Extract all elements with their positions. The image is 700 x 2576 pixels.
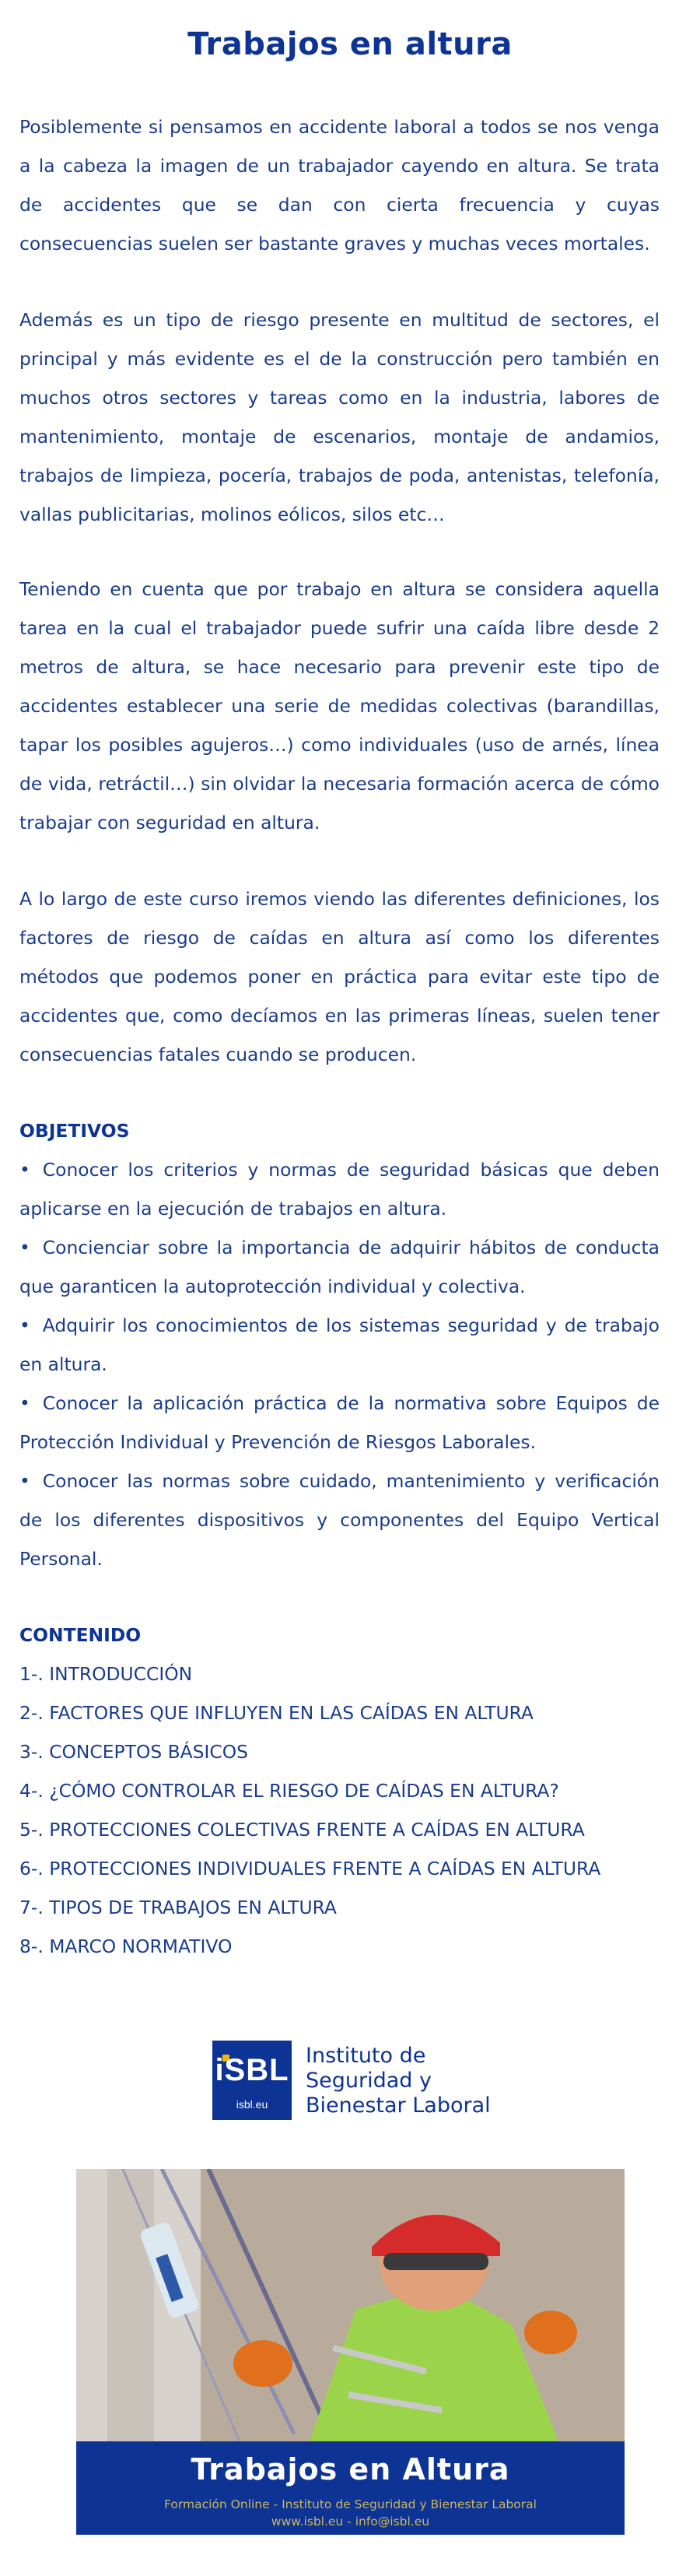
objectives-heading: OBJETIVOS	[19, 1120, 130, 1142]
contents-item: 1-. INTRODUCCIÓN	[19, 1663, 193, 1685]
worker-illustration	[76, 2169, 625, 2441]
contents-item: 6-. PROTECCIONES INDIVIDUALES FRENTE A CAÍDAS EN ALTURA	[19, 1858, 601, 1879]
objective-item: • Conocer la aplicación práctica de la normativa sobre Equipos de Protección Individual y Prevención de Riesgos Laborales.	[19, 1392, 660, 1453]
course-banner	[76, 2169, 625, 2535]
contents-item: 3-. CONCEPTOS BÁSICOS	[19, 1741, 249, 1763]
contents-item: 2-. FACTORES QUE INFLUYEN EN LAS CAÍDAS EN ALTURA	[19, 1702, 534, 1724]
logo-url: isbl.eu	[236, 2098, 268, 2111]
intro-paragraph-3: Teniendo en cuenta que por trabajo en altura se considera aquella tarea en la cual el trabajador puede sufrir una caída libre desde 2 metros de altura, se hace necesario para prevenir este tipo de accidentes establecer una serie de medidas colectivas (barandillas, tapar los posibles agujeros…) como individuales (uso de arnés, línea de vida, retráctil…) sin olvidar la necesaria formación acerca de cómo trabajar con seguridad en altura.	[19, 578, 660, 834]
objective-item: • Conocer las normas sobre cuidado, mantenimiento y verificación de los diferentes dispositivos y componentes del Equipo Vertical Personal.	[19, 1470, 660, 1570]
objective-item: • Concienciar sobre la importancia de adquirir hábitos de conducta que garanticen la autoprotección individual y colectiva.	[19, 1237, 660, 1297]
bullet-icon: •	[19, 1159, 30, 1181]
bullet-icon: •	[19, 1314, 30, 1336]
objectives-list	[19, 1150, 660, 1578]
contents-item: 8-. MARCO NORMATIVO	[19, 1936, 233, 1957]
bullet-icon: •	[19, 1237, 30, 1258]
logo-institution-name: Instituto de Seguridad y Bienestar Laboral	[306, 2044, 491, 2118]
contents-item: 5-. PROTECCIONES COLECTIVAS FRENTE A CAÍDAS EN ALTURA	[19, 1819, 585, 1841]
logo-mark: iSBL	[215, 2053, 289, 2087]
bullet-icon: •	[19, 1470, 30, 1492]
banner-subtitle: Formación Online - Instituto de Seguridad y Bienestar Laboral	[164, 2497, 537, 2511]
intro-paragraph-2: Además es un tipo de riesgo presente en multitud de sectores, el principal y más evidente es el de la construcción pero también en muchos otros sectores y tareas como en la industria, labores de mantenimiento, montaje de escenarios, montaje de andamios, trabajos de limpieza, pocería, trabajos de poda, antenistas, telefonía, vallas publicitarias, molinos eólicos, silos etc…	[19, 309, 660, 525]
contents-heading: CONTENIDO	[19, 1624, 142, 1646]
contents-item: 7-. TIPOS DE TRABAJOS EN ALTURA	[19, 1897, 337, 1918]
page-title: Trabajos en altura	[187, 26, 513, 62]
bullet-icon: •	[19, 1392, 30, 1414]
logo-box	[212, 2041, 292, 2120]
objective-item: • Adquirir los conocimientos de los sistemas seguridad y de trabajo en altura.	[19, 1314, 660, 1375]
intro-paragraph-4: A lo largo de este curso iremos viendo las diferentes definiciones, los factores de riesgo de caídas en altura así como los diferentes métodos que podemos poner en práctica para evitar este tipo de accidentes que, como decíamos en las primeras líneas, suelen tener consecuencias fatales cuando se producen.	[19, 888, 660, 1065]
intro-paragraph-1: Posiblemente si pensamos en accidente laboral a todos se nos venga a la cabeza la imagen de un trabajador cayendo en altura. Se trata de accidentes que se dan con cierta frecuencia y cuyas consecuencias suelen ser bastante graves y muchas veces mortales.	[19, 116, 660, 254]
contents-item: 4-. ¿CÓMO CONTROLAR EL RIESGO DE CAÍDAS EN ALTURA?	[19, 1780, 559, 1802]
banner-title: Trabajos en Altura	[191, 2452, 510, 2487]
objective-item: • Conocer los criterios y normas de seguridad básicas que deben aplicarse en la ejecución de trabajos en altura.	[19, 1159, 660, 1220]
worker-at-height-photo	[76, 2169, 625, 2441]
isbl-logo	[212, 2041, 492, 2122]
banner-caption-bar	[76, 2441, 625, 2535]
banner-contact: www.isbl.eu - info@isbl.eu	[271, 2515, 430, 2529]
contents-list	[19, 1655, 660, 1966]
